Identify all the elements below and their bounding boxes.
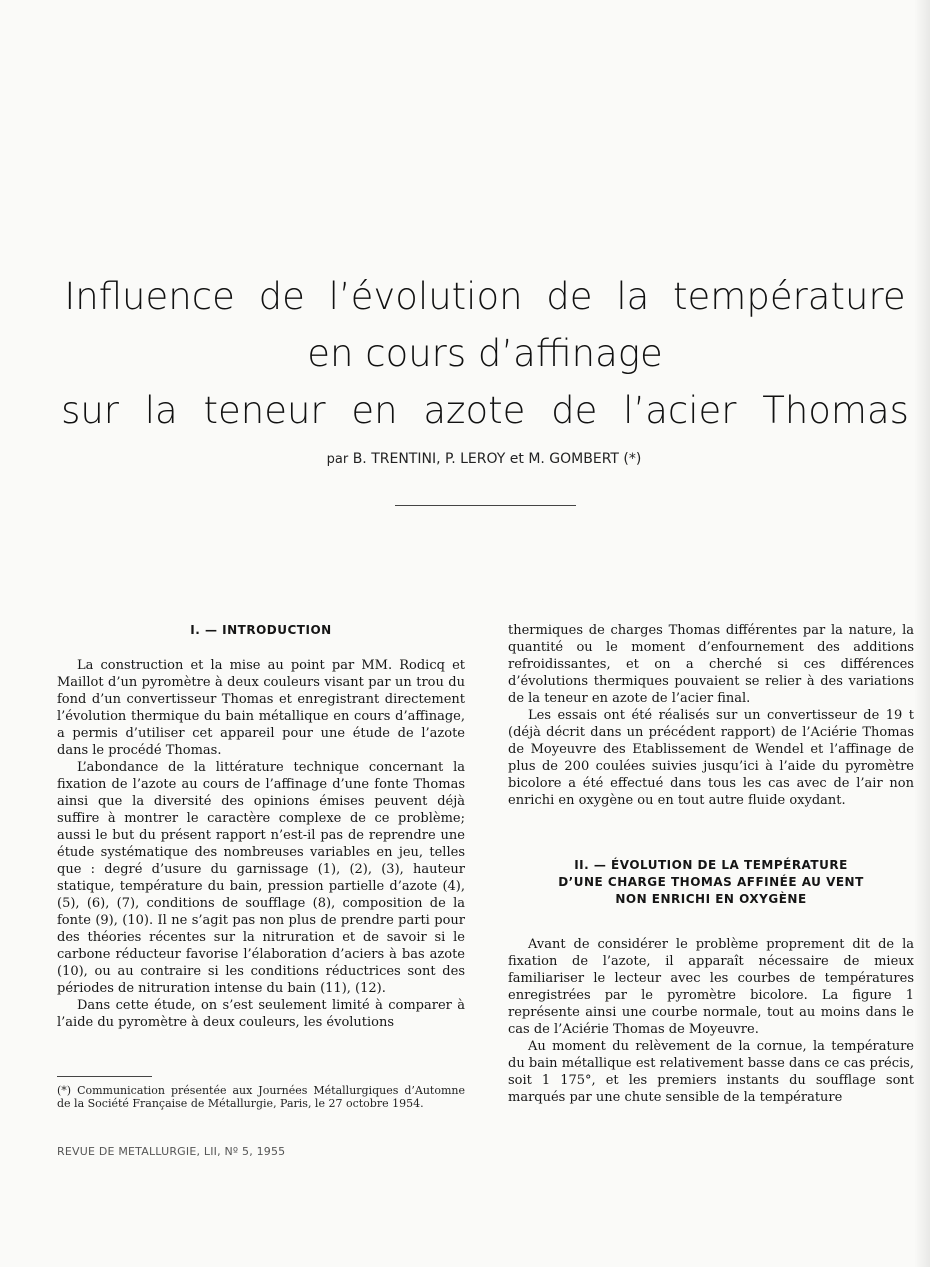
left-column [57,622,465,1031]
right-column [508,622,914,1106]
section-heading-introduction: I. — INTRODUCTION [190,623,332,637]
byline [0,451,930,467]
section-heading-evolution [508,857,914,908]
footnote: (*) Communication présentée aux Journées Métallurgiques d’Automne de la Société Française de Métallurgie, Paris, le 27 octobre 1954. [57,1084,465,1110]
journal-footer: REVUE DE METALLURGIE, LII, Nº 5, 1955 [57,1145,286,1158]
byline-prefix: par [326,452,349,467]
page-edge-shadow [914,0,930,1267]
intro-paragraph-3: Dans cette étude, on s’est seulement limité à comparer à l’aide du pyromètre à deux couleurs, les évolutions [57,998,465,1030]
article-title [40,268,930,439]
intro-continuation-paragraph: thermiques de charges Thomas différentes par la nature, la quantité ou le moment d’enfournement des additions refroidissantes, et on a cherché si ces différences d’évolutions thermiques pouvaient se relier à des variations de la teneur en azote de l’acier final. [508,623,914,706]
intro-paragraph-1: La construction et la mise au point par MM. Rodicq et Maillot d’un pyromètre à deux couleurs visant par un trou du fond d’un convertisseur Thomas et enregistrant directement l’évolution thermique du bain métallique en cours d’affinage, a permis d’utiliser cet appareil pour une étude de l’azote dans le procédé Thomas. [57,658,465,758]
byline-authors: B. TRENTINI, P. LEROY et M. GOMBERT (*) [352,451,642,467]
section-heading-line-1: II. — ÉVOLUTION DE LA TEMPÉRATURE [574,858,848,872]
intro-paragraph-2: L’abondance de la littérature technique concernant la fixation de l’azote au cours de l’affinage d’une fonte Thomas ainsi que la diversité des opinions émises peuvent déjà suffire à montrer le caractère complexe de ce problème; aussi le but du présent rapport n’est-il pas de reprendre une étude systématique des nombreuses variables en jeu, telles que : degré d’usure du garnissage (1), (2), (3), hauteur statique, température du bain, pression partielle d’azote (4), (5), (6), (7), conditions de soufflage (8), composition de la fonte (9), (10). Il ne s’agit pas non plus de prendre parti pour des théories récentes sur la nitruration et de savoir si le carbone réducteur favorise l’élaboration d’aciers à bas azote (10), ou au contraire si les conditions réductrices sont des périodes de nitruration intense du bain (11), (12). [57,760,465,996]
section-heading-line-2: D’UNE CHARGE THOMAS AFFINÉE AU VENT [558,875,864,889]
title-line-1: Influence de l’évolution de la température [64,275,906,318]
title-separator-rule [395,505,576,506]
section2-paragraph-1: Avant de considérer le problème proprement dit de la fixation de l’azote, il apparaît nécessaire de mieux familiariser le lecteur avec les courbes de températures enregistrées par le pyromètre bicolore. La figure 1 représente ainsi une courbe normale, tout au moins dans le cas de l’Aciérie Thomas de Moyeuvre. [508,937,914,1037]
title-line-3: sur la teneur en azote de l’acier Thomas [61,389,909,432]
section2-paragraph-2: Au moment du relèvement de la cornue, la température du bain métallique est relativement basse dans ce cas précis, soit 1 175°, et les premiers instants du soufflage sont marqués par une chute sensible de la température [508,1039,914,1105]
section-heading-line-3: NON ENRICHI EN OXYGÈNE [615,892,807,906]
footnote-rule [57,1076,152,1077]
intro-paragraph-4: Les essais ont été réalisés sur un convertisseur de 19 t (déjà décrit dans un précédent rapport) de l’Aciérie Thomas de Moyeuvre des Etablissement de Wendel et l’affinage de plus de 200 coulées suivies jusqu’ici à l’aide du pyromètre bicolore a été effectué dans tous les cas avec de l’air non enrichi en oxygène ou en tout autre fluide oxydant. [508,708,914,808]
title-line-2: en cours d’affinage [307,332,663,375]
